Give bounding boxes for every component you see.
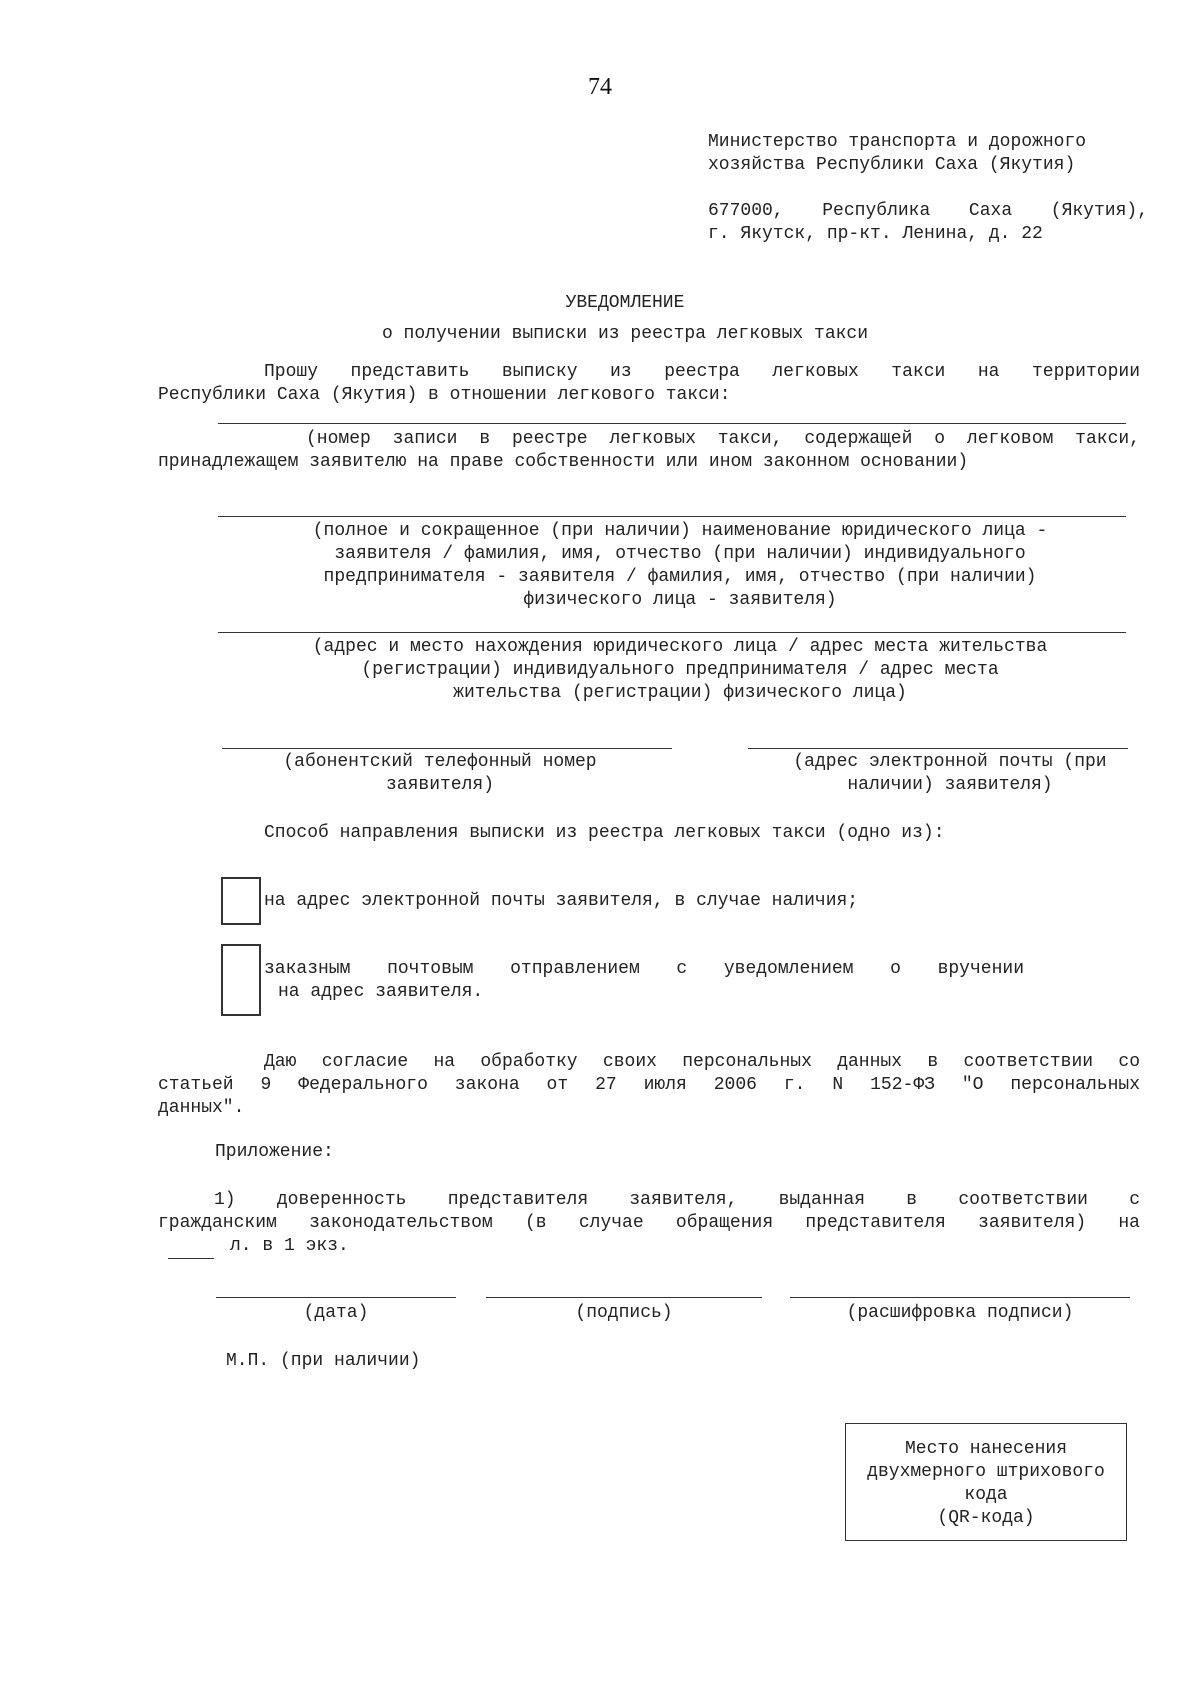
delivery-email-checkbox[interactable] bbox=[221, 877, 261, 925]
email-hint-line-2: наличии) заявителя) bbox=[847, 775, 1053, 795]
signature-field[interactable] bbox=[486, 1297, 762, 1298]
record-number-hint bbox=[158, 428, 1140, 474]
name-hint-line-1: (полное и сокращенное (при наличии) наименование юридического лица - bbox=[312, 521, 1048, 541]
applicant-name-hint bbox=[200, 520, 1160, 612]
record-hint-line-2: принадлежащем заявителю на праве собственности или ином законном основании) bbox=[158, 452, 969, 472]
qr-line-3: кода bbox=[964, 1485, 1008, 1505]
delivery-post-line-2: на адрес заявителя. bbox=[278, 982, 484, 1002]
consent-line-1: Даю согласие на обработку своих персональных данных в соответствии со bbox=[264, 1052, 1140, 1072]
delivery-email-label: на адрес электронной почты заявителя, в случае наличия; bbox=[264, 891, 859, 911]
qr-line-2: двухмерного штрихового bbox=[867, 1462, 1105, 1482]
sheets-count-field[interactable] bbox=[168, 1258, 214, 1259]
attachment-item bbox=[158, 1189, 1140, 1258]
phone-field[interactable] bbox=[222, 748, 672, 749]
signature-label: (подпись) bbox=[575, 1303, 673, 1323]
recipient-line-2: хозяйства Республики Саха (Якутия) bbox=[708, 155, 1076, 175]
date-label: (дата) bbox=[303, 1303, 369, 1323]
name-hint-line-3: предпринимателя - заявителя / фамилия, имя, отчество (при наличии) bbox=[323, 567, 1037, 587]
phone-hint-line-2: заявителя) bbox=[385, 775, 495, 795]
consent-text bbox=[158, 1051, 1140, 1120]
consent-line-2: статьей 9 Федерального закона от 27 июля 2006 г. N 152-ФЗ "О персональных bbox=[158, 1075, 1140, 1095]
address-hint-line-3: жительства (регистрации) физического лица) bbox=[453, 683, 907, 703]
stamp-label: М.П. (при наличии) bbox=[226, 1351, 421, 1371]
record-number-field[interactable] bbox=[218, 423, 1126, 424]
document-title bbox=[0, 292, 1200, 346]
signature-decode-label: (расшифровка подписи) bbox=[846, 1303, 1074, 1323]
email-hint bbox=[760, 751, 1140, 797]
date-field[interactable] bbox=[216, 1297, 456, 1298]
applicant-address-hint bbox=[200, 636, 1160, 705]
recipient-address bbox=[708, 200, 1148, 246]
qr-line-4: (QR-кода) bbox=[937, 1508, 1035, 1528]
recipient-block bbox=[708, 131, 1148, 177]
page-number: 74 bbox=[588, 74, 612, 100]
delivery-post-checkbox[interactable] bbox=[221, 944, 261, 1016]
phone-hint-line-1: (абонентский телефонный номер bbox=[283, 752, 597, 772]
consent-line-3: данных". bbox=[158, 1098, 245, 1118]
name-hint-line-2: заявителя / фамилия, имя, отчество (при наличии) индивидуального bbox=[334, 544, 1026, 564]
signature-decode-field[interactable] bbox=[790, 1297, 1130, 1298]
address-hint-line-2: (регистрации) индивидуального предпринимателя / адрес места bbox=[361, 660, 999, 680]
attachment-line-2: гражданским законодательством (в случае обращения представителя заявителя) на bbox=[158, 1213, 1140, 1233]
applicant-address-field[interactable] bbox=[218, 632, 1126, 633]
title-sub: о получении выписки из реестра легковых такси bbox=[381, 324, 869, 344]
request-text bbox=[158, 361, 1140, 407]
record-hint-line-1: (номер записи в реестре легковых такси, содержащей о легковом такси, bbox=[306, 429, 1140, 449]
applicant-name-field[interactable] bbox=[218, 516, 1126, 517]
title-main: УВЕДОМЛЕНИЕ bbox=[565, 293, 685, 313]
delivery-post-line-1: заказным почтовым отправлением с уведомлением о вручении bbox=[264, 959, 1024, 979]
qr-line-1: Место нанесения bbox=[904, 1439, 1068, 1459]
recipient-address-line-2: г. Якутск, пр-кт. Ленина, д. 22 bbox=[708, 224, 1043, 244]
attachment-line-1: 1) доверенность представителя заявителя, выданная в соответствии с bbox=[214, 1190, 1140, 1210]
recipient-line-1: Министерство транспорта и дорожного bbox=[708, 132, 1087, 152]
attachment-heading: Приложение: bbox=[215, 1142, 334, 1162]
email-field[interactable] bbox=[748, 748, 1128, 749]
delivery-heading: Способ направления выписки из реестра легковых такси (одно из): bbox=[264, 823, 945, 843]
request-line-2: Республики Саха (Якутия) в отношении легкового такси: bbox=[158, 385, 731, 405]
email-hint-line-1: (адрес электронной почты (при bbox=[793, 752, 1107, 772]
attachment-line-3: л. в 1 экз. bbox=[230, 1236, 349, 1256]
request-line-1: Прошу представить выписку из реестра легковых такси на территории bbox=[264, 362, 1140, 382]
recipient-address-line-1: 677000, Республика Саха (Якутия), bbox=[708, 201, 1148, 221]
address-hint-line-1: (адрес и место нахождения юридического лица / адрес места жительства bbox=[312, 637, 1048, 657]
qr-code-placeholder bbox=[845, 1423, 1127, 1541]
phone-hint bbox=[240, 751, 640, 797]
name-hint-line-4: физического лица - заявителя) bbox=[523, 590, 837, 610]
delivery-post-label bbox=[264, 958, 1024, 1004]
